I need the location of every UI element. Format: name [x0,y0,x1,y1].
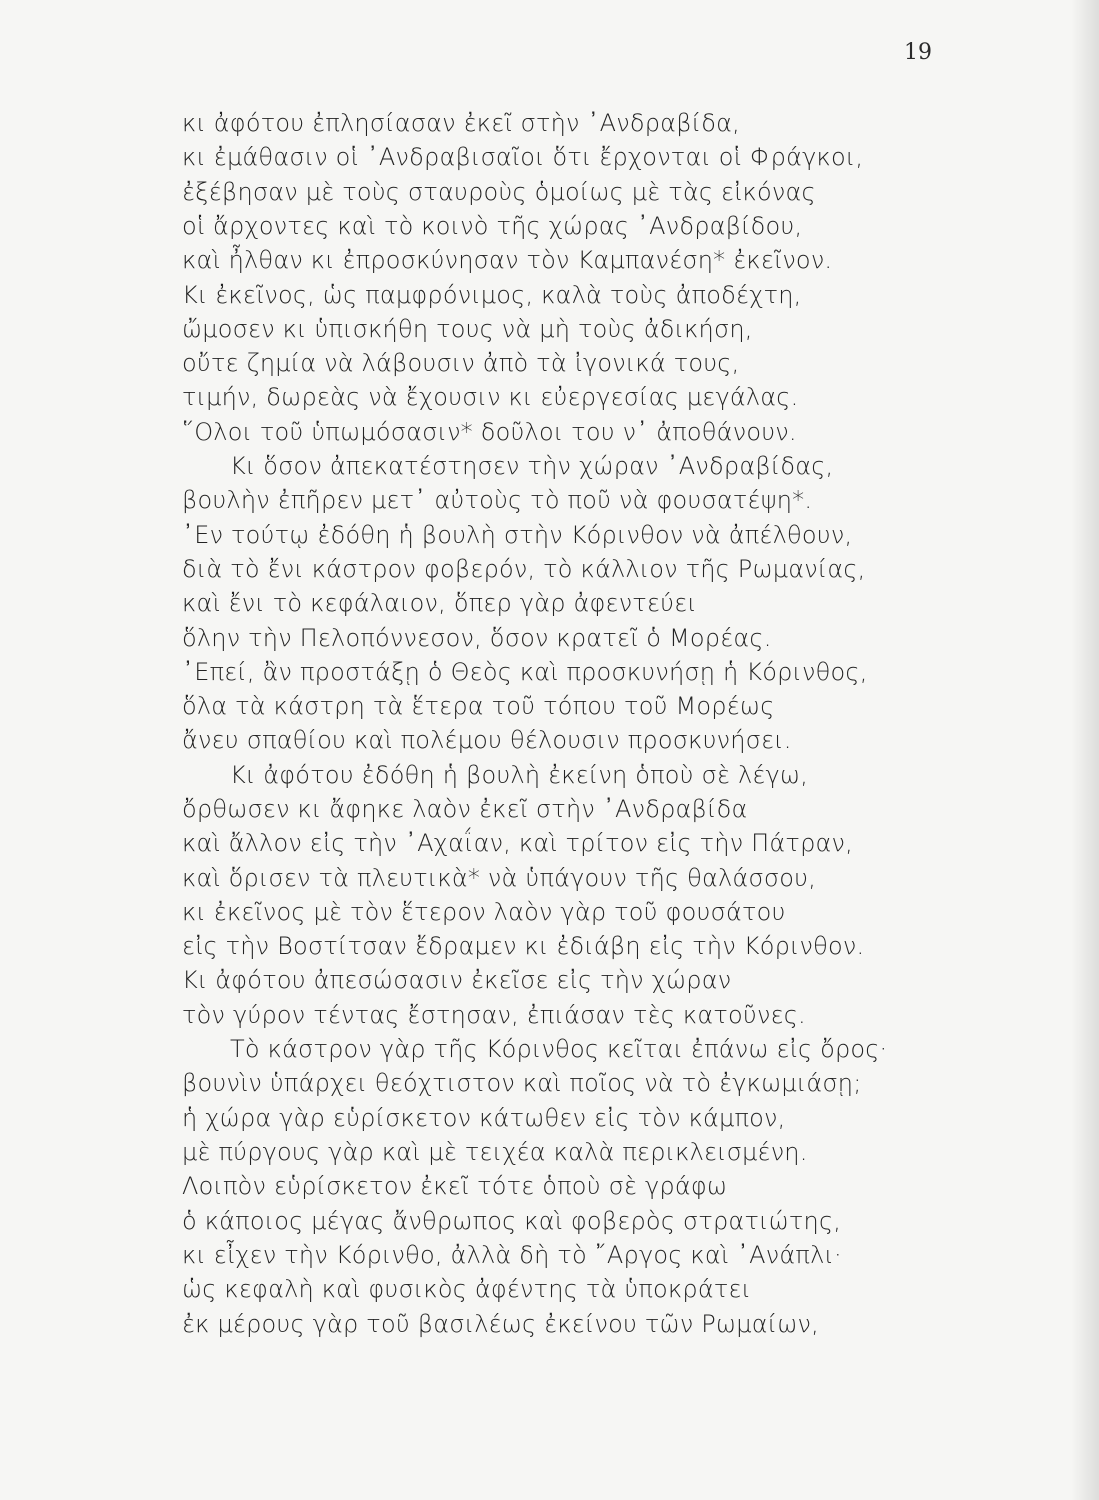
verse-line: μὲ πύργους γὰρ καὶ μὲ τειχέα καλὰ περικλεισμένη. [182,1138,808,1166]
verse-line: ὁ κάποιος μέγας ἄνθρωπος καὶ φοβερὸς στρατιώτης, [182,1207,842,1235]
verse-line: ἡ χώρα γὰρ εὑρίσκετον κάτωθεν εἰς τὸν κάμπον, [182,1104,786,1132]
verse-line: κι ἐκεῖνος μὲ τὸν ἕτερον λαὸν γὰρ τοῦ φουσάτου [182,898,786,926]
verse-line: καὶ ἦλθαν κι ἐπροσκύνησαν τὸν Καμπανέση* ἐκεῖνον. [182,246,833,274]
verse-line: βουνὶν ὑπάρχει θεόχτιστον καὶ ποῖος νὰ τὸ ἐγκωμιάσῃ; [182,1069,862,1097]
verse-line: ὡς κεφαλὴ καὶ φυσικὸς ἀφέντης τὰ ὑποκράτει [182,1275,752,1303]
verse-line: ἄνευ σπαθίου καὶ πολέμου θέλουσιν προσκυνήσει. [182,726,792,754]
verse-line: ᾿Επεί, ἂν προστάξῃ ὁ Θεὸς καὶ προσκυνήσῃ ἡ Κόρινθος, [182,658,868,686]
verse-line: Κι ἐκεῖνος, ὡς παμφρόνιμος, καλὰ τοὺς ἀποδέχτη, [182,281,802,309]
verse-line: Κι ὅσον ἀπεκατέστησεν τὴν χώραν ᾿Ανδραβίδας, [230,452,834,480]
verse-line: Κι ἀφότου ἐδόθη ἡ βουλὴ ἐκείνη ὁποὺ σὲ λέγω, [230,761,809,789]
verse-line: ἐξέβησαν μὲ τοὺς σταυροὺς ὁμοίως μὲ τὰς εἰκόνας [182,178,816,206]
verse-line: Τὸ κάστρον γὰρ τῆς Κόρινθος κεῖται ἐπάνω εἰς ὄρος· [230,1035,888,1063]
verse-line: ὅλην τὴν Πελοπόννεσον, ὅσον κρατεῖ ὁ Μορέας. [182,624,772,652]
verse-line: οὔτε ζημία νὰ λάβουσιν ἀπὸ τὰ ἰγονικά τους, [182,349,740,377]
verse-line: κι εἶχεν τὴν Κόρινθο, ἀλλὰ δὴ τὸ ῎Αργος καὶ ᾿Ανάπλι· [182,1241,842,1269]
verse-line: Κι ἀφότου ἀπεσώσασιν ἐκεῖσε εἰς τὴν χώραν [182,966,732,994]
page-edge-shadow [1071,0,1099,1500]
verse-line: καὶ ἄλλον εἰς τὴν ᾿Αχαΐαν, καὶ τρίτον εἰς τὴν Πάτραν, [182,829,853,857]
verse-line: καὶ ὅρισεν τὰ πλευτικὰ* νὰ ὑπάγουν τῆς θαλάσσου, [182,864,817,892]
verse-line: ᾿Εν τούτῳ ἐδόθη ἡ βουλὴ στὴν Κόρινθον νὰ ἀπέλθουν, [182,521,853,549]
verse-line: ὅλα τὰ κάστρη τὰ ἕτερα τοῦ τόπου τοῦ Μορέως [182,692,775,720]
verse-line: ῞Ολοι τοῦ ὑπωμόσασιν* δοῦλοι του ν᾿ ἀποθάνουν. [182,418,797,446]
verse-line: ὄρθωσεν κι ἄφηκε λαὸν ἐκεῖ στὴν ᾿Ανδραβίδα [182,795,748,823]
verse-line: τὸν γύρον τέντας ἔστησαν, ἐπιάσαν τὲς κατοῦνες. [182,1001,806,1029]
verse-line: διὰ τὸ ἔνι κάστρον φοβερόν, τὸ κάλλιον τῆς Ρωμανίας, [182,555,866,583]
verse-line: καὶ ἔνι τὸ κεφάλαιον, ὅπερ γὰρ ἀφεντεύει [182,589,697,617]
verse-line: τιμήν, δωρεὰς νὰ ἔχουσιν κι εὐεργεσίας μεγάλας. [182,383,799,411]
verse-line: ὤμοσεν κι ὑπισκήθη τους νὰ μὴ τοὺς ἀδικήση, [182,315,753,343]
verse-line: Λοιπὸν εὑρίσκετον ἐκεῖ τότε ὁποὺ σὲ γράφω [182,1172,728,1200]
verse-line: κι ἐμάθασιν οἱ ᾿Ανδραβισαῖοι ὅτι ἔρχονται οἱ Φράγκοι, [182,143,864,171]
page-number: 19 [904,40,932,65]
verse-line: οἱ ἄρχοντες καὶ τὸ κοινὸ τῆς χώρας ᾿Ανδραβίδου, [182,212,803,240]
verse-line: βουλὴν ἐπῆρεν μετ᾿ αὐτοὺς τὸ ποῦ νὰ φουσατέψη*. [182,486,813,514]
verse-line: κι ἀφότου ἐπλησίασαν ἐκεῖ στὴν ᾿Ανδραβίδα, [182,109,740,137]
verse-line: εἰς τὴν Βοστίτσαν ἔδραμεν κι ἐδιάβη εἰς τὴν Κόρινθον. [182,932,865,960]
verse-line: ἐκ μέρους γὰρ τοῦ βασιλέως ἐκείνου τῶν Ρωμαίων, [182,1310,819,1338]
